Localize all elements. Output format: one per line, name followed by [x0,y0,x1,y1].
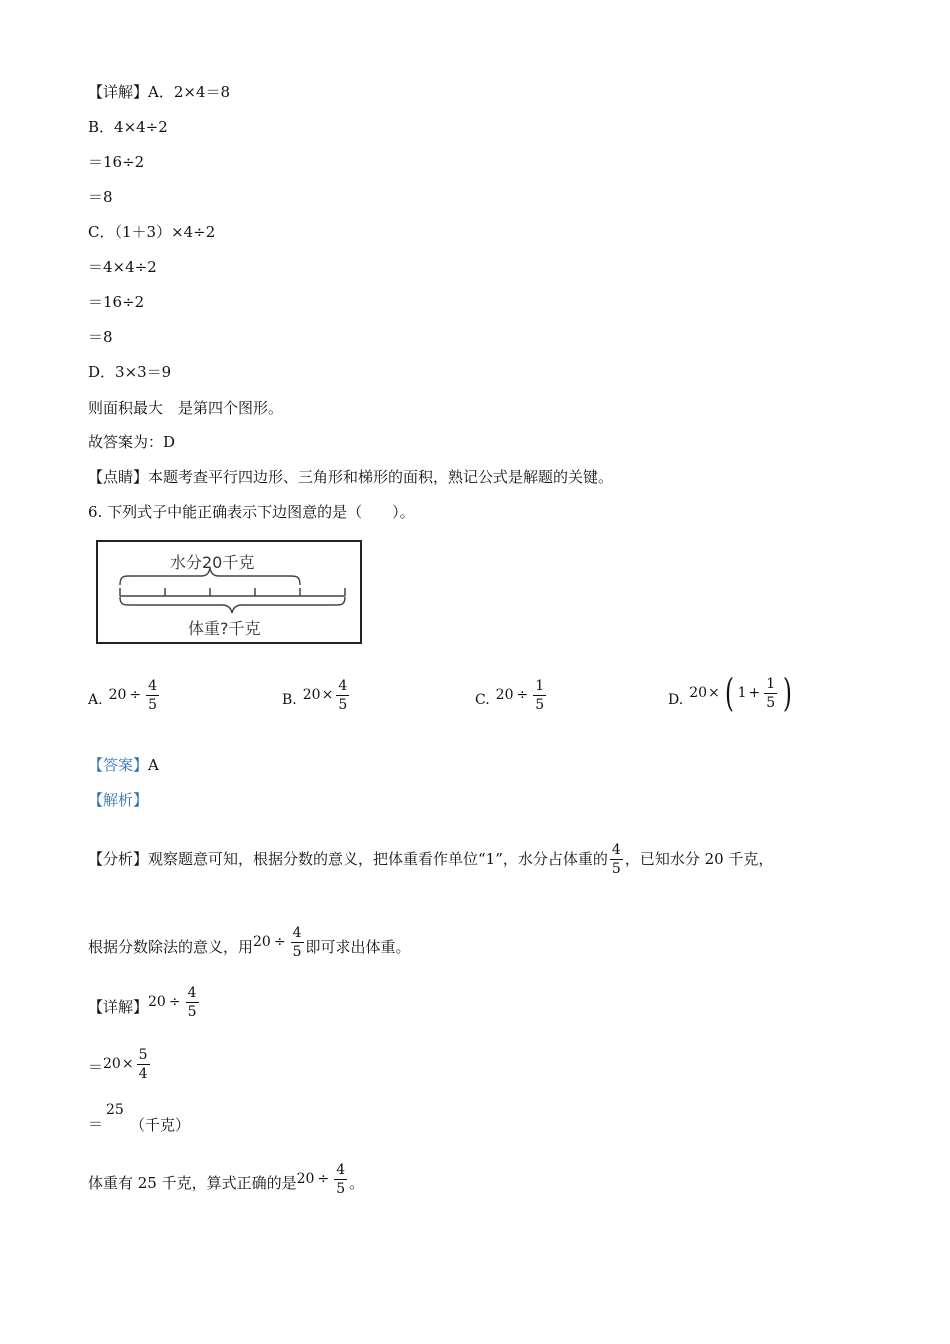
text-line: B．4×4÷2 [88,118,168,136]
text-line: ＝8 [88,328,113,346]
diagram-bottom-label: 体重?千克 [188,619,261,638]
text-line: ＝8 [88,188,113,206]
text-line: 【详解】A．2×4＝8 [88,83,231,101]
detail-step-2 [88,1042,152,1092]
option-whole: 20 [689,685,708,701]
expr-operator: ÷ [273,934,286,950]
option-fraction: $\frac{4}{5}$ [148,677,158,713]
expr-fraction: $\frac{4}{5}$ [292,924,302,960]
diagram-top-label: 水分20千克 [170,553,255,572]
right-paren-icon: ) [783,671,793,715]
expr-operator: ÷ [168,994,181,1010]
analysis-text: 【分析】观察题意可知，根据分数的意义，把体重看作单位“1”，水分占体重的 [88,850,608,868]
line-segment-diagram [96,540,362,644]
option-inner-one: 1 [737,685,747,701]
text-line: C．（1＋3）×4÷2 [88,223,216,241]
answer-line [88,755,159,775]
option-whole: 20 [302,687,321,703]
option-fraction: $\frac{1}{5}$ [535,677,545,713]
option-b [282,678,351,722]
detail-step-1 [88,982,201,1032]
equals-sign: ＝ [88,1058,104,1076]
option-d [668,671,796,722]
answer-value: A [148,756,159,774]
expr-whole: 20 [296,1171,315,1187]
option-operator: ÷ [129,687,142,703]
expr-whole: 20 [253,934,271,950]
result-unit: （千克） [130,1116,191,1134]
text-line: ＝4×4÷2 [88,258,157,276]
expr-whole: 20 [103,1056,121,1072]
analysis-para-1 [88,834,773,884]
option-operator: ÷ [516,687,529,703]
text-line: D．3×3＝9 [88,363,172,381]
conclusion-line [88,1158,364,1208]
detail-label: 【详解】 [88,998,149,1016]
expr-operator: × [121,1056,134,1072]
bottom-brace [120,597,345,613]
question-stem: 6. 下列式子中能正确表示下边图意的是（ ）。 [88,503,415,521]
analysis-heading: 【解析】 [88,791,149,809]
option-whole: 20 [495,687,514,703]
analysis-text: ，已知水分 20 千克， [624,850,774,868]
expr-whole: 20 [148,994,166,1010]
text-line: ＝16÷2 [88,153,145,171]
option-fraction: $\frac{4}{5}$ [338,677,348,713]
option-whole: 20 [108,687,127,703]
analysis-para-2 [88,922,411,972]
option-letter: B. [282,692,297,708]
option-fraction: $\frac{1}{5}$ [766,675,776,711]
expr-fraction: $\frac{4}{5}$ [187,984,197,1020]
option-c [475,678,548,722]
text-line: 则面积最大 是第四个图形。 [88,399,284,417]
option-operator: × [321,687,334,703]
result-value: 25 [106,1102,124,1118]
expr-fraction: $\frac{4}{5}$ [336,1161,346,1197]
option-letter: A. [88,692,103,708]
option-a [88,678,161,722]
text-line: 【点睛】本题考查平行四边形、三角形和梯形的面积，熟记公式是解题的关键。 [88,468,614,486]
analysis-text: 即可求出体重。 [305,938,411,956]
equals-sign: ＝ [88,1115,104,1133]
text-line: ＝16÷2 [88,293,145,311]
option-letter: C. [475,692,490,708]
expr-operator: ÷ [317,1171,330,1187]
answer-label: 【答案】 [88,756,149,774]
option-letter: D. [668,692,684,708]
conclusion-text: 。 [349,1174,365,1192]
text-line: 故答案为：D [88,433,176,451]
expr-fraction: $\frac{5}{4}$ [138,1046,148,1082]
option-operator: × [708,685,720,701]
left-paren-icon: ( [724,671,734,715]
analysis-text: 根据分数除法的意义，用 [88,938,254,956]
conclusion-text: 体重有 25 千克，算式正确的是 [88,1174,297,1192]
analysis-fraction: $\frac{4}{5}$ [611,841,621,877]
option-plus: + [748,685,761,701]
